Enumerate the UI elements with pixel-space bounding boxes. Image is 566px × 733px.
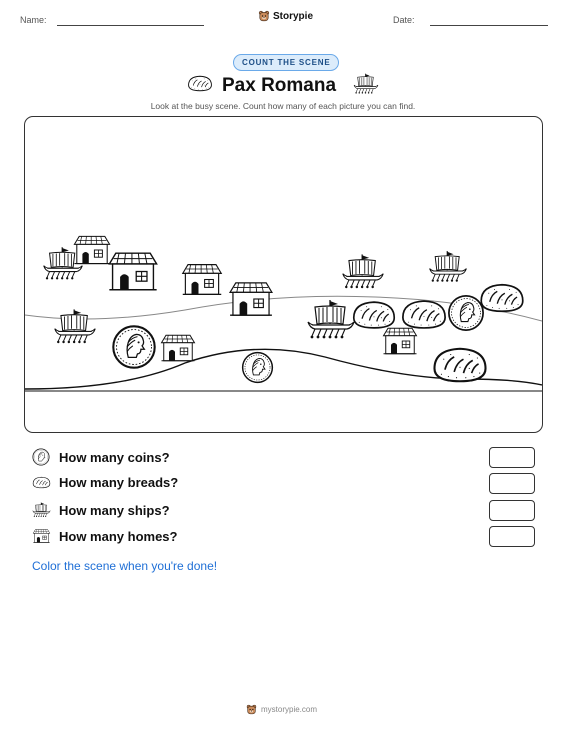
color-instruction: Color the scene when you're done! [32,559,218,573]
question-text: How many homes? [59,528,178,544]
question-text: How many breads? [59,475,179,490]
name-field-line[interactable] [57,25,204,26]
bear-logo-icon [246,704,257,715]
instructions: Look at the busy scene. Count how many of each picture you can find. [150,101,416,111]
coin-icon [243,353,273,383]
footer-brand [246,704,317,715]
answer-box-breads[interactable] [489,473,535,494]
coin-icon [113,326,154,367]
home-icon [183,265,222,295]
home-icon [162,335,195,361]
page-title: Pax Romana [222,75,337,96]
answer-box-coins[interactable] [489,447,535,468]
home-icon [230,283,272,315]
question-row-ships [32,501,170,519]
brand-logo [258,10,313,22]
ship-icon [343,254,383,288]
coin-icon [449,296,483,330]
question-row-breads [32,475,178,490]
count-scene [24,116,543,433]
date-label: Date: [393,15,415,25]
ship-icon [353,72,379,96]
bread-icon [354,302,394,328]
answer-box-homes[interactable] [489,526,535,547]
ship-icon [32,501,51,519]
question-text: How many ships? [59,502,170,518]
bread-icon [187,74,213,93]
home-icon [384,328,417,354]
coin-icon [32,448,50,466]
bread-icon [403,301,445,328]
bread-icon [481,285,523,311]
activity-badge: COUNT THE SCENE [233,54,339,71]
home-icon [32,528,51,544]
bread-icon [32,475,51,490]
date-field-line[interactable] [430,25,548,26]
brand-name: Storypie [273,10,314,22]
home-icon [109,253,156,290]
question-row-homes [32,528,177,544]
home-icon [74,236,109,263]
answer-box-ships[interactable] [489,500,535,521]
question-text: How many coins? [59,449,170,465]
ship-icon [430,251,467,282]
ship-icon [55,309,95,343]
name-label: Name: [20,15,47,25]
ship-icon [308,300,354,338]
question-row-coins [32,448,170,466]
footer-site: mystorypie.com [261,705,318,714]
bread-icon [434,349,485,381]
bear-logo-icon [258,10,270,22]
